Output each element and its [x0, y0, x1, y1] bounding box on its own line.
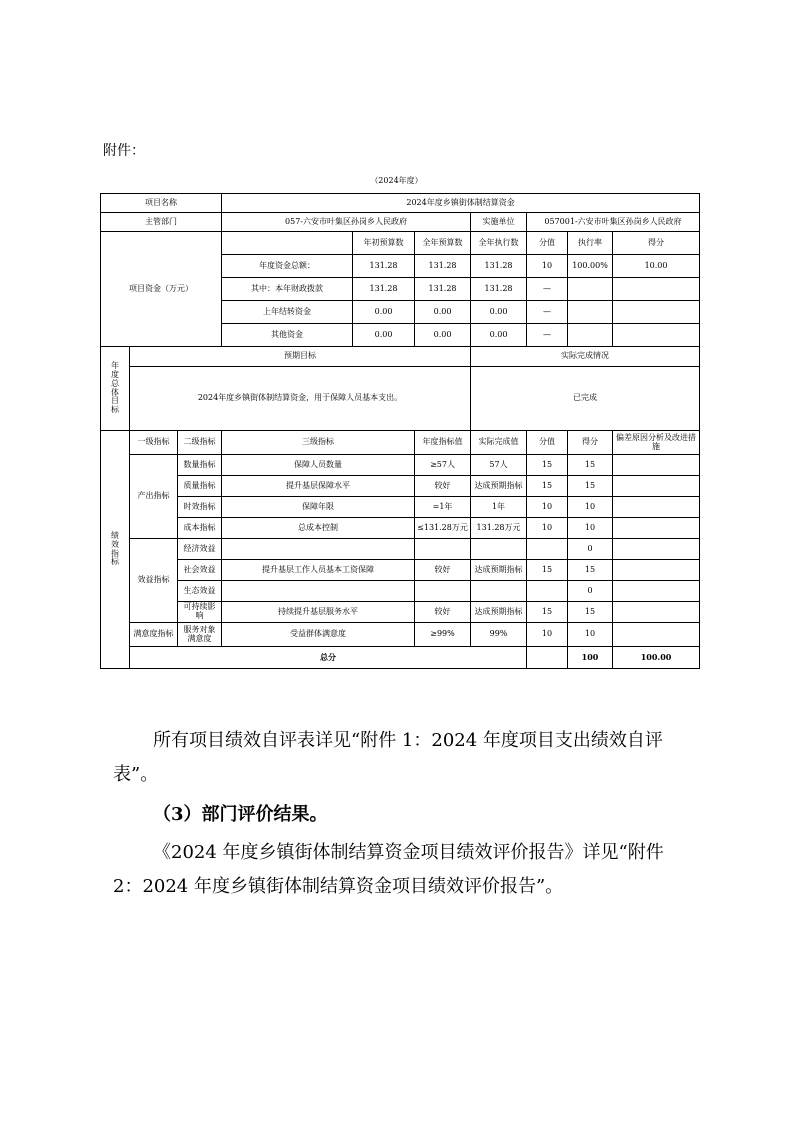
perf-actual: 131.28万元 [471, 518, 527, 539]
perf-score [527, 539, 568, 560]
perf-header: 分值 [527, 431, 568, 455]
perf-l3: 提升基层保障水平 [222, 476, 415, 497]
fund-cell: 0.00 [471, 301, 527, 324]
fund-cell: 131.28 [353, 278, 415, 301]
goal-label [101, 347, 130, 431]
perf-got: 15 [568, 455, 613, 476]
perf-score: 15 [527, 455, 568, 476]
impl-label: 实施单位 [471, 213, 527, 232]
fund-header-blank [222, 232, 353, 255]
total-score: 100 [568, 647, 613, 669]
perf-header: 年度指标值 [415, 431, 471, 455]
fund-header: 全年预算数 [415, 232, 471, 255]
output-label: 产出指标 [130, 455, 178, 539]
perf-l2: 服务对象满意度 [178, 623, 222, 647]
perf-score: 15 [527, 602, 568, 623]
perf-l2: 时效指标 [178, 497, 222, 518]
perf-target: 较好 [415, 602, 471, 623]
dept: 057-六安市叶集区孙岗乡人民政府 [222, 213, 471, 232]
perf-row [101, 560, 700, 581]
benefit-label: 效益指标 [130, 539, 178, 623]
perf-note [613, 539, 700, 560]
fund-cell: — [527, 278, 568, 301]
fund-cell: 131.28 [415, 278, 471, 301]
perf-target [415, 539, 471, 560]
project-name: 2024年度乡镇街体制结算资金 [222, 194, 700, 213]
perf-actual: 达成预期指标 [471, 476, 527, 497]
perf-l3: 保障年限 [222, 497, 415, 518]
fund-header: 执行率 [568, 232, 613, 255]
perf-note [613, 602, 700, 623]
perf-target: =1年 [415, 497, 471, 518]
perf-score: 15 [527, 560, 568, 581]
perf-l2: 经济效益 [178, 539, 222, 560]
perf-target: 较好 [415, 476, 471, 497]
perf-score: 10 [527, 497, 568, 518]
fund-header: 全年执行数 [471, 232, 527, 255]
perf-note [613, 623, 700, 647]
perf-l3 [222, 581, 415, 602]
perf-header: 一级指标 [130, 431, 178, 455]
perf-header: 实际完成值 [471, 431, 527, 455]
fund-header: 分值 [527, 232, 568, 255]
perf-actual: 1年 [471, 497, 527, 518]
perf-l3: 提升基层工作人员基本工资保障 [222, 560, 415, 581]
satisfaction-label: 满意度指标 [130, 623, 178, 647]
fund-cell: 100.00% [568, 255, 613, 278]
perf-header: 三级指标 [222, 431, 415, 455]
total-row [101, 647, 700, 669]
perf-label [101, 431, 130, 669]
dept-label: 主管部门 [101, 213, 222, 232]
project-name-label: 项目名称 [101, 194, 222, 213]
perf-score [527, 581, 568, 602]
impl: 057001-六安市叶集区孙岗乡人民政府 [527, 213, 700, 232]
perf-l3: 总成本控制 [222, 518, 415, 539]
fund-header: 年初预算数 [353, 232, 415, 255]
perf-row [101, 539, 700, 560]
fund-cell: 0.00 [471, 324, 527, 347]
total-label: 总分 [130, 647, 527, 669]
perf-header: 偏差原因分析及改进措施 [613, 431, 700, 455]
perf-l2: 可持续影响 [178, 602, 222, 623]
attachment-label: 附件： [103, 143, 145, 159]
expected-label: 预期目标 [130, 347, 471, 367]
fund-header: 得分 [613, 232, 700, 255]
fund-cell: 10 [527, 255, 568, 278]
perf-actual: 99% [471, 623, 527, 647]
perf-l2: 数量指标 [178, 455, 222, 476]
perf-actual: 57人 [471, 455, 527, 476]
goal-label-text: 年度总体目标 [111, 361, 119, 415]
total-got: 100.00 [613, 647, 700, 669]
perf-l3: 受益群体满意度 [222, 623, 415, 647]
perf-l2: 社会效益 [178, 560, 222, 581]
performance-table [100, 193, 700, 669]
perf-got: 10 [568, 623, 613, 647]
fund-cell [613, 324, 700, 347]
perf-target [415, 581, 471, 602]
perf-target: 较好 [415, 560, 471, 581]
perf-actual [471, 581, 527, 602]
fund-cell: 10.00 [613, 255, 700, 278]
perf-row [101, 602, 700, 623]
fund-cell [568, 301, 613, 324]
perf-got: 15 [568, 476, 613, 497]
perf-target: ≤131.28万元 [415, 518, 471, 539]
actual-text: 已完成 [471, 367, 700, 431]
perf-label-text: 绩效指标 [111, 530, 119, 567]
total-blank [527, 647, 568, 669]
fund-cell: 0.00 [353, 301, 415, 324]
perf-actual: 达成预期指标 [471, 560, 527, 581]
fund-cell: 131.28 [415, 255, 471, 278]
paragraph-attachment-2: 《2024 年度乡镇街体制结算资金项目绩效评价报告》详见“附件 2：2024 年度乡镇街体制结算资金项目绩效评价报告”。 [113, 842, 664, 897]
fund-cell: — [527, 324, 568, 347]
perf-note [613, 518, 700, 539]
perf-row [101, 455, 700, 476]
actual-label: 实际完成情况 [471, 347, 700, 367]
fund-row-label: 年度资金总额： [222, 255, 353, 278]
fund-cell: 0.00 [353, 324, 415, 347]
perf-score: 10 [527, 623, 568, 647]
fund-cell: 131.28 [471, 278, 527, 301]
fund-cell: 0.00 [415, 301, 471, 324]
fund-cell [568, 278, 613, 301]
perf-l2: 质量指标 [178, 476, 222, 497]
perf-row [101, 476, 700, 497]
perf-note [613, 560, 700, 581]
fund-cell [568, 324, 613, 347]
perf-score: 10 [527, 518, 568, 539]
fund-cell [613, 301, 700, 324]
perf-target: ≥99% [415, 623, 471, 647]
perf-l3: 保障人员数量 [222, 455, 415, 476]
perf-header: 得分 [568, 431, 613, 455]
fund-row-label: 其中：本年财政拨款 [222, 278, 353, 301]
perf-got: 0 [568, 539, 613, 560]
perf-row [101, 518, 700, 539]
perf-note [613, 581, 700, 602]
perf-got: 15 [568, 560, 613, 581]
perf-got: 10 [568, 518, 613, 539]
year-label: （2024年度） [370, 176, 423, 185]
perf-l2: 生态效益 [178, 581, 222, 602]
expected-text: 2024年度乡镇街体制结算资金，用于保障人员基本支出。 [130, 367, 471, 431]
fund-cell [613, 278, 700, 301]
fund-cell: — [527, 301, 568, 324]
perf-note [613, 455, 700, 476]
perf-score: 15 [527, 476, 568, 497]
perf-row [101, 497, 700, 518]
perf-target: ≥57人 [415, 455, 471, 476]
perf-header: 二级指标 [178, 431, 222, 455]
perf-row [101, 581, 700, 602]
funds-label: 项目资金（万元） [101, 232, 222, 347]
section-heading: （3）部门评价结果。 [153, 804, 328, 825]
fund-cell: 131.28 [471, 255, 527, 278]
paragraph-attachment-1: 所有项目绩效自评表详见“附件 1：2024 年度项目支出绩效自评表”。 [113, 730, 663, 785]
perf-row [101, 623, 700, 647]
perf-l3: 持续提升基层服务水平 [222, 602, 415, 623]
fund-row-label: 上年结转资金 [222, 301, 353, 324]
perf-got: 10 [568, 497, 613, 518]
fund-row-label: 其他资金 [222, 324, 353, 347]
perf-note [613, 497, 700, 518]
fund-cell: 0.00 [415, 324, 471, 347]
fund-cell: 131.28 [353, 255, 415, 278]
perf-l3 [222, 539, 415, 560]
perf-actual [471, 539, 527, 560]
perf-got: 0 [568, 581, 613, 602]
perf-actual: 达成预期指标 [471, 602, 527, 623]
perf-note [613, 476, 700, 497]
perf-got: 15 [568, 602, 613, 623]
perf-l2: 成本指标 [178, 518, 222, 539]
